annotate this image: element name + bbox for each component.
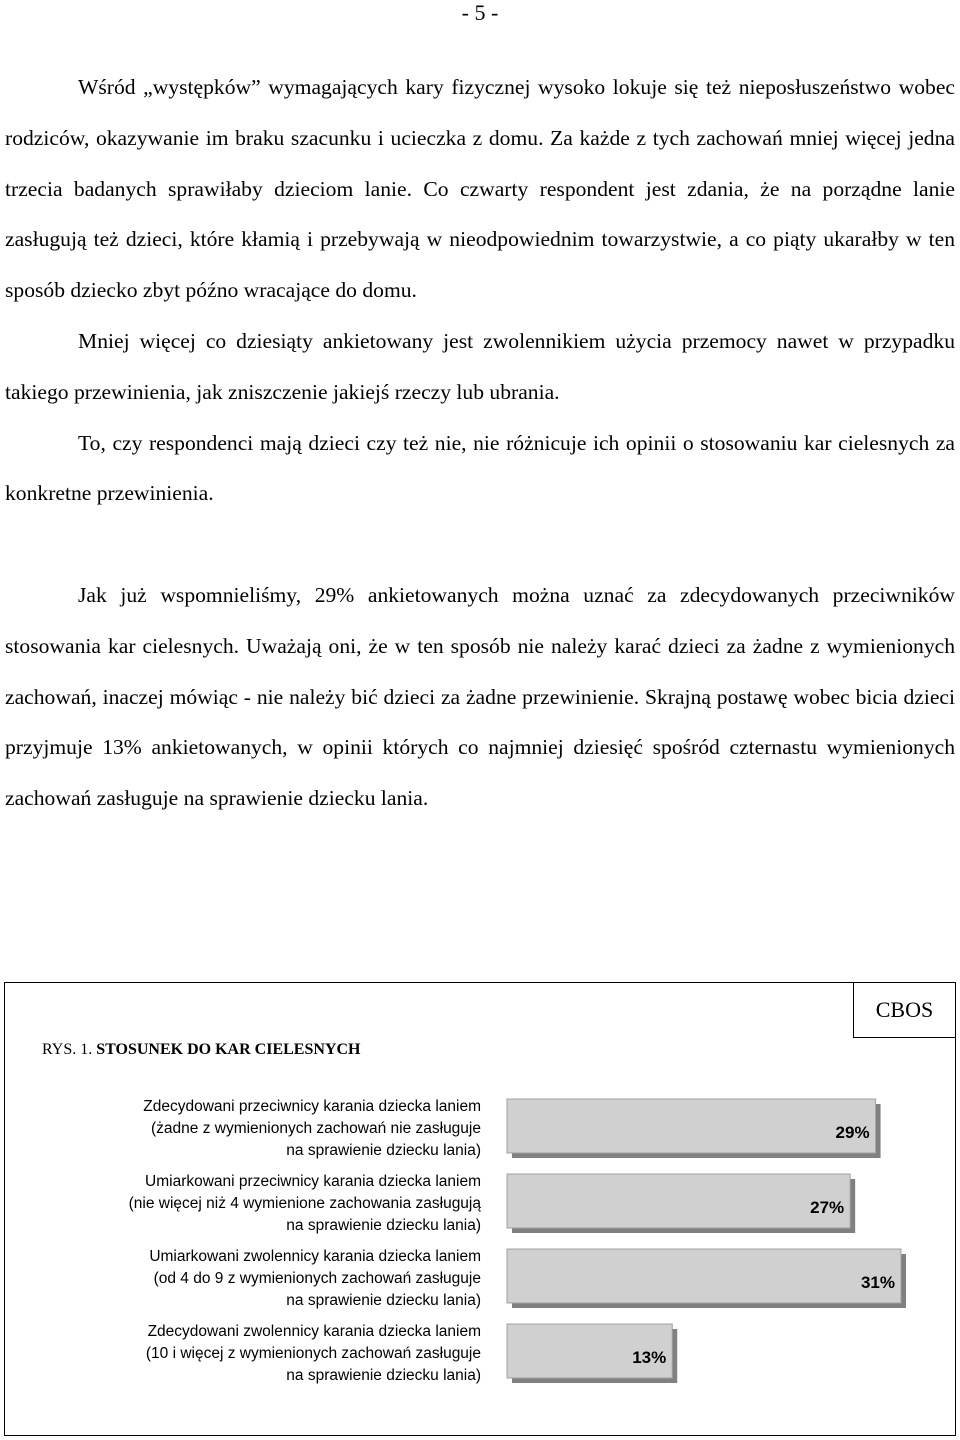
category-label: Umiarkowani przeciwnicy karania dziecka laniem (145, 1173, 481, 1190)
category-label: Zdecydowani zwolennicy karania dziecka laniem (147, 1323, 481, 1340)
bar-value-label: 31% (860, 1273, 895, 1292)
page-number: - 5 - (461, 0, 499, 25)
category-label: (od 4 do 9 z wymienionych zachowań zasługuje (153, 1270, 481, 1287)
bar-value-label: 29% (835, 1123, 870, 1142)
category-label: na sprawienie dziecku lania) (286, 1217, 481, 1234)
figure-box (4, 982, 956, 1436)
bar-value-label: 13% (632, 1348, 667, 1367)
bar-value-label: 27% (810, 1198, 845, 1217)
figure-caption-title: STOSUNEK DO KAR CIELESNYCH (96, 1041, 361, 1058)
category-label: Umiarkowani zwolennicy karania dziecka laniem (149, 1248, 481, 1265)
category-label: Zdecydowani przeciwnicy karania dziecka laniem (143, 1098, 481, 1115)
paragraph-4: Jak już wspomnieliśmy, 29% ankietowanych można uznać za zdecydowanych przeciwników stosowania kar cielesnych. Uważają oni, że w ten sposób nie należy karać dzieci za żadne z wymienionych zachowań, inaczej mówiąc - nie należy bić dzieci za żadne przewinienie. Skrajną postawę wobec bicia dzieci przyjmuje 13% ankietowanych, w opinii których co najmniej dziesięć spośród czternastu wymienionych zachowań zasługuje na sprawienie dziecku lania. (5, 582, 955, 811)
bar (507, 1249, 901, 1303)
bar (507, 1174, 850, 1228)
paragraph-3: To, czy respondenci mają dzieci czy też nie, nie różnicuje ich opinii o stosowaniu kar cielesnych za konkretne przewinienia. (5, 430, 955, 506)
source-label: CBOS (853, 982, 956, 1038)
paragraph-1: Wśród „występków” wymagających kary fizycznej wysoko lokuje się też nieposłuszeństwo wobec rodziców, okazywanie im braku szacunku i ucieczka z domu. Za każde z tych zachowań mniej więcej jedna trzecia badanych sprawiłaby dzieciom lanie. Co czwarty respondent jest zdania, że na porządne lanie zasługują też dzieci, które kłamią i przebywają w nieodpowiednim towarzystwie, a co piąty ukarałby w ten sposób dziecko zbyt późno wracające do domu. (5, 75, 955, 303)
category-label: (10 i więcej z wymienionych zachowań zasługuje (145, 1345, 481, 1362)
category-label: na sprawienie dziecku lania) (286, 1367, 481, 1384)
category-label: (żadne z wymienionych zachowań nie zasługuje (151, 1120, 481, 1137)
category-label: (nie więcej niż 4 wymienione zachowania zasługują (128, 1195, 481, 1212)
figure-caption-prefix: RYS. 1. (42, 1041, 97, 1058)
category-label: na sprawienie dziecku lania) (286, 1292, 481, 1309)
bar (507, 1099, 876, 1153)
bar-chart (5, 983, 957, 1437)
body-text (5, 62, 955, 824)
paragraph-2: Mniej więcej co dziesiąty ankietowany jest zwolennikiem użycia przemocy nawet w przypadku takiego przewinienia, jak zniszczenie jakiejś rzeczy lub ubrania. (5, 328, 955, 404)
category-label: na sprawienie dziecku lania) (286, 1142, 481, 1159)
